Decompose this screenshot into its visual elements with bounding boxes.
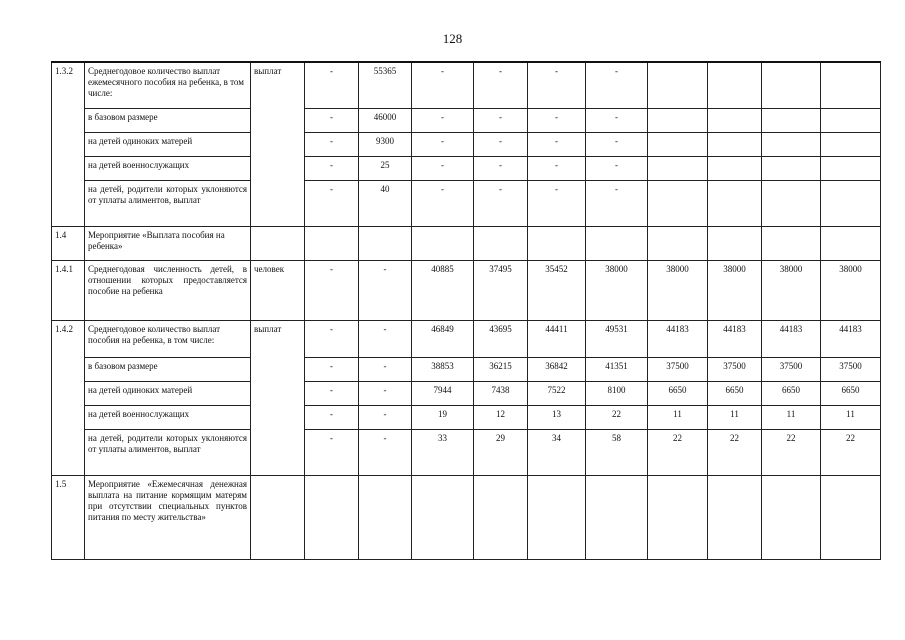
value-cell <box>821 475 881 559</box>
table-row <box>52 381 881 405</box>
value-cell <box>762 132 821 156</box>
value-cell: 22 <box>762 429 821 475</box>
value-cell: - <box>305 405 359 429</box>
value-cell <box>648 156 708 180</box>
value-cell <box>648 475 708 559</box>
value-cell: - <box>474 132 528 156</box>
value-cell: 38000 <box>586 260 648 320</box>
value-cell: - <box>359 381 412 405</box>
value-cell: 40 <box>359 180 412 226</box>
value-cell: 29 <box>474 429 528 475</box>
value-cell: - <box>586 108 648 132</box>
value-cell: 46849 <box>412 320 474 357</box>
value-cell: 38000 <box>648 260 708 320</box>
value-cell: 46000 <box>359 108 412 132</box>
table-row <box>52 226 881 260</box>
table-row <box>52 405 881 429</box>
table-row <box>52 429 881 475</box>
value-cell: 37500 <box>708 357 762 381</box>
value-cell: - <box>412 62 474 108</box>
value-cell <box>708 226 762 260</box>
indicator-name-cell: Среднегодовое количество выплат ежемесячного пособия на ребенка, в том числе: <box>85 62 251 108</box>
value-cell: - <box>412 132 474 156</box>
value-cell <box>708 180 762 226</box>
value-cell <box>528 475 586 559</box>
value-cell: 8100 <box>586 381 648 405</box>
value-cell <box>648 108 708 132</box>
value-cell: 7944 <box>412 381 474 405</box>
row-number-cell: 1.4.1 <box>52 260 85 320</box>
value-cell: 25 <box>359 156 412 180</box>
value-cell <box>648 132 708 156</box>
value-cell: - <box>586 62 648 108</box>
value-cell: - <box>412 108 474 132</box>
table-row <box>52 180 881 226</box>
value-cell <box>412 475 474 559</box>
row-number-cell: 1.3.2 <box>52 62 85 226</box>
indicator-name-cell: Среднегодовое количество выплат пособия на ребенка, в том числе: <box>85 320 251 357</box>
value-cell: 11 <box>821 405 881 429</box>
value-cell: 22 <box>648 429 708 475</box>
unit-cell: человек <box>251 260 305 320</box>
value-cell: 35452 <box>528 260 586 320</box>
value-cell: - <box>359 260 412 320</box>
value-cell: - <box>412 156 474 180</box>
indicators-table <box>51 61 881 560</box>
value-cell <box>821 62 881 108</box>
value-cell: - <box>586 156 648 180</box>
value-cell <box>821 180 881 226</box>
value-cell: - <box>586 180 648 226</box>
value-cell: 7522 <box>528 381 586 405</box>
unit-cell: выплат <box>251 320 305 475</box>
value-cell <box>305 475 359 559</box>
value-cell: 38000 <box>821 260 881 320</box>
value-cell <box>359 226 412 260</box>
value-cell: 12 <box>474 405 528 429</box>
indicator-name-cell: на детей, родители которых уклоняются от уплаты алиментов, выплат <box>85 429 251 475</box>
value-cell: - <box>359 429 412 475</box>
value-cell: - <box>359 320 412 357</box>
value-cell <box>762 226 821 260</box>
value-cell: 33 <box>412 429 474 475</box>
indicator-name-cell: на детей военнослужащих <box>85 156 251 180</box>
value-cell <box>586 226 648 260</box>
value-cell: 6650 <box>821 381 881 405</box>
value-cell <box>762 108 821 132</box>
value-cell: 19 <box>412 405 474 429</box>
value-cell <box>586 475 648 559</box>
value-cell: 43695 <box>474 320 528 357</box>
value-cell: - <box>586 132 648 156</box>
value-cell: 38000 <box>762 260 821 320</box>
table-row <box>52 260 881 320</box>
value-cell: 7438 <box>474 381 528 405</box>
table-row <box>52 62 881 108</box>
value-cell: 49531 <box>586 320 648 357</box>
value-cell: - <box>305 62 359 108</box>
value-cell: - <box>474 62 528 108</box>
value-cell: 40885 <box>412 260 474 320</box>
value-cell: - <box>474 156 528 180</box>
value-cell <box>821 108 881 132</box>
value-cell <box>708 156 762 180</box>
value-cell <box>821 156 881 180</box>
value-cell: - <box>305 108 359 132</box>
value-cell: 22 <box>821 429 881 475</box>
value-cell: - <box>305 381 359 405</box>
value-cell: 44183 <box>762 320 821 357</box>
value-cell: 34 <box>528 429 586 475</box>
value-cell: 58 <box>586 429 648 475</box>
value-cell: 9300 <box>359 132 412 156</box>
value-cell <box>648 180 708 226</box>
value-cell: 38000 <box>708 260 762 320</box>
unit-cell <box>251 226 305 260</box>
value-cell <box>648 62 708 108</box>
value-cell: 38853 <box>412 357 474 381</box>
value-cell <box>821 132 881 156</box>
value-cell <box>528 226 586 260</box>
indicator-name-cell: Среднегодовая численность детей, в отношении которых предоставляется пособие на ребенка <box>85 260 251 320</box>
indicator-name-cell: на детей, родители которых уклоняются от уплаты алиментов, выплат <box>85 180 251 226</box>
table-row <box>52 132 881 156</box>
value-cell: - <box>305 320 359 357</box>
value-cell: - <box>305 132 359 156</box>
table-row <box>52 357 881 381</box>
value-cell: 6650 <box>708 381 762 405</box>
table-row <box>52 108 881 132</box>
row-number-cell: 1.4.2 <box>52 320 85 475</box>
value-cell: - <box>528 108 586 132</box>
table-body <box>52 62 881 559</box>
row-number-cell: 1.5 <box>52 475 85 559</box>
indicator-name-cell: в базовом размере <box>85 108 251 132</box>
value-cell <box>474 226 528 260</box>
value-cell: - <box>305 357 359 381</box>
indicator-name-cell: на детей военнослужащих <box>85 405 251 429</box>
indicator-name-cell: на детей одиноких матерей <box>85 381 251 405</box>
value-cell: - <box>474 108 528 132</box>
value-cell: 55365 <box>359 62 412 108</box>
value-cell: - <box>305 180 359 226</box>
value-cell: 36215 <box>474 357 528 381</box>
unit-cell: выплат <box>251 62 305 226</box>
value-cell: 44183 <box>821 320 881 357</box>
value-cell: - <box>305 429 359 475</box>
value-cell <box>708 475 762 559</box>
value-cell: - <box>528 180 586 226</box>
value-cell: 44183 <box>708 320 762 357</box>
value-cell <box>708 62 762 108</box>
value-cell <box>708 132 762 156</box>
value-cell: 37495 <box>474 260 528 320</box>
value-cell <box>762 62 821 108</box>
indicator-name-cell: в базовом размере <box>85 357 251 381</box>
value-cell <box>762 180 821 226</box>
unit-cell <box>251 475 305 559</box>
value-cell: - <box>359 357 412 381</box>
value-cell: 37500 <box>648 357 708 381</box>
value-cell: 13 <box>528 405 586 429</box>
value-cell: 11 <box>708 405 762 429</box>
value-cell: 36842 <box>528 357 586 381</box>
value-cell: 11 <box>648 405 708 429</box>
value-cell <box>474 475 528 559</box>
value-cell: 37500 <box>821 357 881 381</box>
value-cell: - <box>359 405 412 429</box>
page-number: 128 <box>442 31 463 46</box>
indicator-name-cell: Мероприятие «Выплата пособия на ребенка» <box>85 226 251 260</box>
value-cell: - <box>528 156 586 180</box>
table-row <box>52 320 881 357</box>
value-cell: 37500 <box>762 357 821 381</box>
value-cell: 41351 <box>586 357 648 381</box>
value-cell: 11 <box>762 405 821 429</box>
value-cell: - <box>474 180 528 226</box>
value-cell: 44411 <box>528 320 586 357</box>
value-cell <box>648 226 708 260</box>
value-cell: 22 <box>586 405 648 429</box>
value-cell: - <box>528 132 586 156</box>
value-cell <box>305 226 359 260</box>
value-cell: 6650 <box>648 381 708 405</box>
table-row <box>52 475 881 559</box>
value-cell <box>762 156 821 180</box>
value-cell: - <box>528 62 586 108</box>
indicator-name-cell: Мероприятие «Ежемесячная денежная выплата на питание кормящим матерям при отсутствии специальных пунктов питания по месту жительства» <box>85 475 251 559</box>
value-cell: 6650 <box>762 381 821 405</box>
indicator-name-cell: на детей одиноких матерей <box>85 132 251 156</box>
row-number-cell: 1.4 <box>52 226 85 260</box>
value-cell <box>821 226 881 260</box>
value-cell: - <box>412 180 474 226</box>
value-cell: - <box>305 260 359 320</box>
value-cell <box>708 108 762 132</box>
value-cell <box>359 475 412 559</box>
value-cell <box>412 226 474 260</box>
table-row <box>52 156 881 180</box>
value-cell: 44183 <box>648 320 708 357</box>
value-cell: - <box>305 156 359 180</box>
value-cell: 22 <box>708 429 762 475</box>
value-cell <box>762 475 821 559</box>
